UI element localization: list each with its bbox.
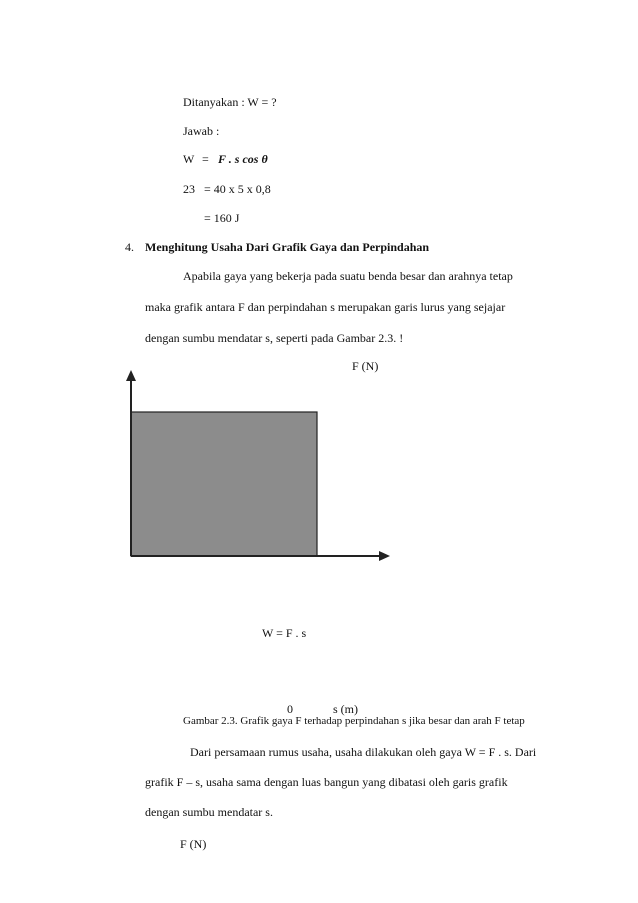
formula-equals: = bbox=[202, 152, 209, 166]
section-title: Menghitung Usaha Dari Grafik Gaya dan Perpindahan bbox=[145, 240, 430, 254]
section-number: 4. bbox=[125, 240, 134, 254]
para1-line3: dengan sumbu mendatar s, seperti pada Gambar 2.3. ! bbox=[145, 331, 404, 345]
answer-label: Jawab : bbox=[183, 124, 220, 138]
formula-rhs: F . s cos θ bbox=[218, 152, 268, 166]
para2-line3: dengan sumbu mendatar s. bbox=[145, 805, 273, 819]
area-label: W = F . s bbox=[262, 626, 307, 640]
figure-caption: Gambar 2.3. Grafik gaya F terhadap perpindahan s jika besar dan arah F tetap bbox=[183, 715, 525, 727]
work-area-rectangle bbox=[131, 412, 317, 556]
origin-label: 0 bbox=[287, 702, 293, 716]
para1-line1: Apabila gaya yang bekerja pada suatu benda besar dan arahnya tetap bbox=[183, 269, 513, 283]
question-line: Ditanyakan : W = ? bbox=[183, 95, 277, 109]
y-axis-arrowhead bbox=[126, 370, 136, 381]
next-y-axis-label: F (N) bbox=[180, 837, 207, 851]
para2-line2: grafik F – s, usaha sama dengan luas bangun yang dibatasi oleh garis grafik bbox=[145, 775, 508, 789]
y-axis-label: F (N) bbox=[352, 359, 379, 373]
para1-line2: maka grafik antara F dan perpindahan s merupakan garis lurus yang sejajar bbox=[145, 300, 506, 314]
calc-rhs: = 40 x 5 x 0,8 bbox=[204, 182, 271, 196]
x-axis-label: s (m) bbox=[333, 702, 358, 716]
calc-lhs: 23 bbox=[183, 182, 195, 196]
formula-w: W bbox=[183, 152, 195, 166]
calc-result: = 160 J bbox=[204, 211, 240, 225]
x-axis-arrowhead bbox=[379, 551, 390, 561]
para2-line1: Dari persamaan rumus usaha, usaha dilakukan oleh gaya W = F . s. Dari bbox=[190, 745, 537, 759]
